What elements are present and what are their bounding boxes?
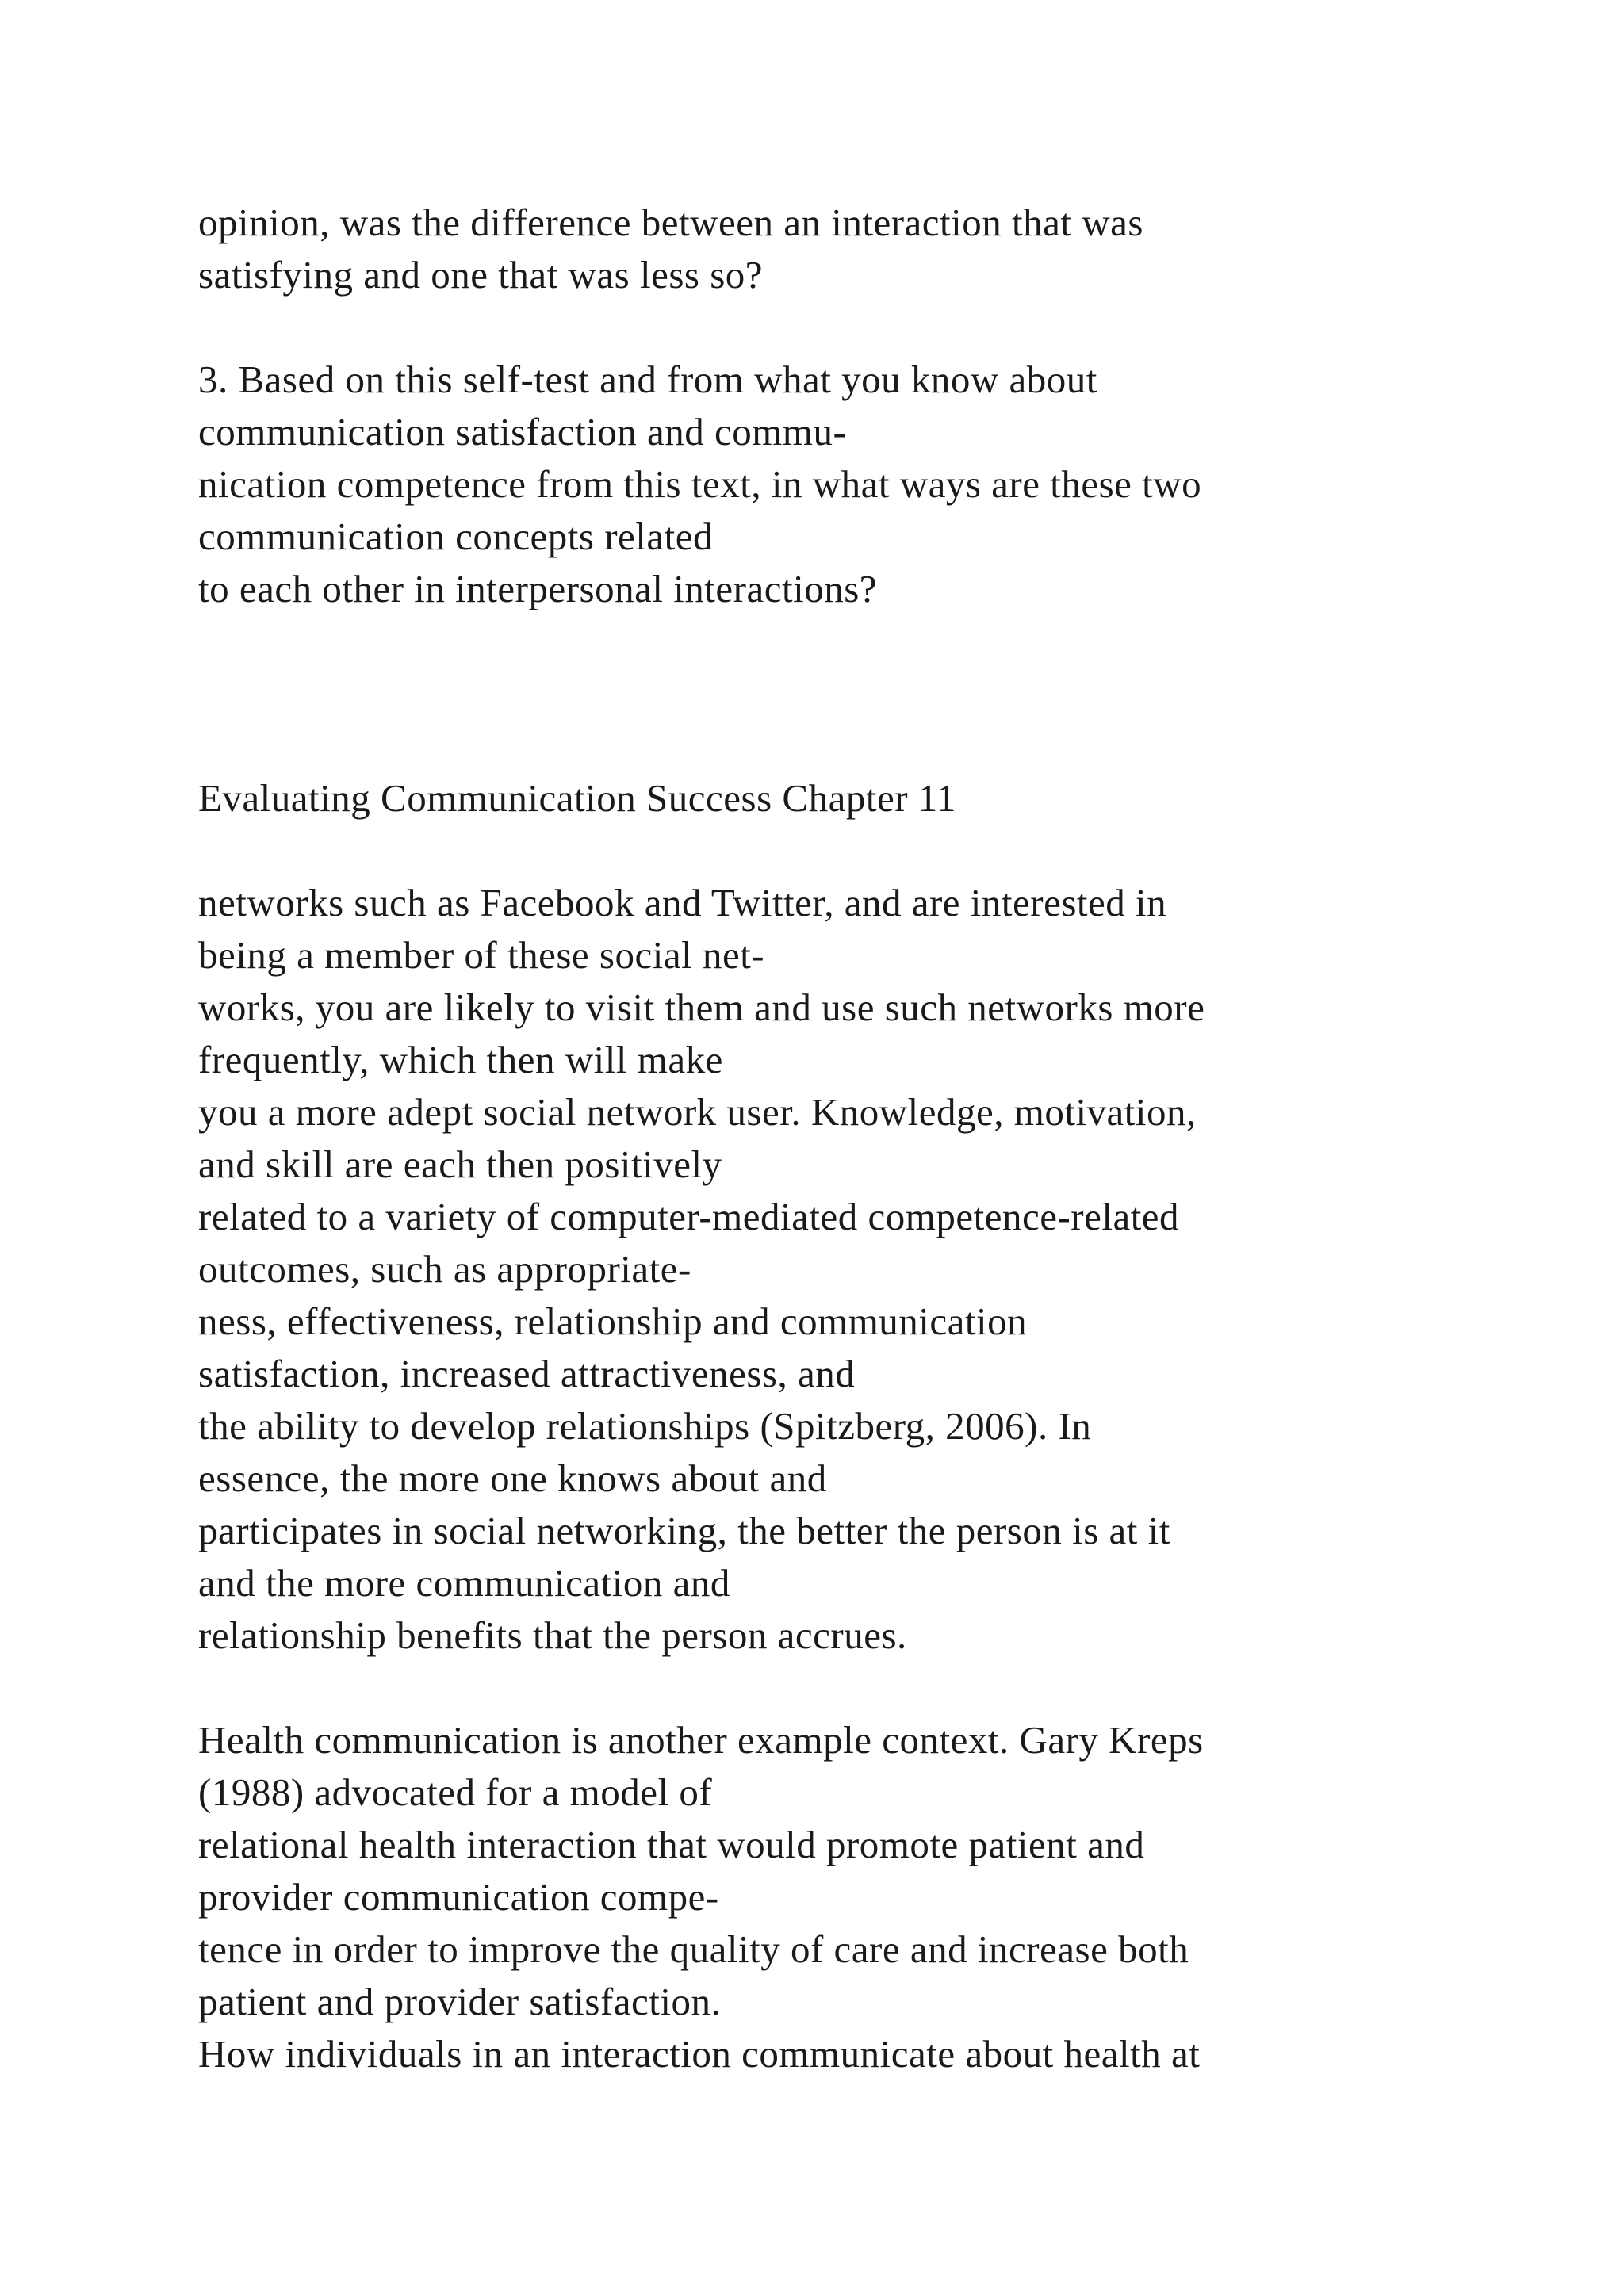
text-line: to each other in interpersonal interactions? — [198, 567, 878, 610]
text-line: essence, the more one knows about and — [198, 1456, 827, 1500]
text-line: relational health interaction that would promote patient and — [198, 1823, 1145, 1866]
text-line: you a more adept social network user. Knowledge, motivation, — [198, 1090, 1197, 1134]
text-line: provider communication compe- — [198, 1875, 719, 1919]
text-line: and skill are each then positively — [198, 1142, 722, 1186]
text-line: the ability to develop relationships (Spitzberg, 2006). In — [198, 1404, 1092, 1448]
text-line: related to a variety of computer-mediated competence-related — [198, 1195, 1180, 1238]
chapter-heading: Evaluating Communication Success Chapter 11 — [198, 776, 956, 820]
text-line: works, you are likely to visit them and use such networks more — [198, 985, 1205, 1029]
text-line: patient and provider satisfaction. — [198, 1980, 722, 2023]
blank-lines — [198, 615, 1576, 772]
text-line: Health communication is another example context. Gary Kreps — [198, 1718, 1204, 1762]
text-line: relationship benefits that the person accrues. — [198, 1613, 907, 1657]
text-line: opinion, was the difference between an interaction that was — [198, 201, 1143, 244]
document-body — [198, 197, 1576, 2080]
text-line: nication competence from this text, in what ways are these two — [198, 462, 1202, 506]
blank-line — [198, 301, 1576, 354]
blank-line — [198, 825, 1576, 877]
text-line: tence in order to improve the quality of care and increase both — [198, 1927, 1189, 1971]
blank-line — [198, 1662, 1576, 1714]
text-line: being a member of these social net- — [198, 933, 765, 977]
text-line: communication concepts related — [198, 515, 714, 558]
text-line: communication satisfaction and commu- — [198, 410, 847, 453]
text-line: 3. Based on this self-test and from what you know about — [198, 358, 1097, 401]
text-line: satisfaction, increased attractiveness, and — [198, 1352, 856, 1395]
text-line: How individuals in an interaction communicate about health at — [198, 2032, 1201, 2076]
text-line: ness, effectiveness, relationship and communication — [198, 1299, 1028, 1343]
text-line: outcomes, such as appropriate- — [198, 1247, 691, 1291]
text-line: frequently, which then will make — [198, 1038, 723, 1081]
text-line: networks such as Facebook and Twitter, and are interested in — [198, 881, 1167, 924]
text-line: (1988) advocated for a model of — [198, 1770, 713, 1814]
text-line: participates in social networking, the better the person is at it — [198, 1509, 1170, 1552]
text-line: satisfying and one that was less so? — [198, 253, 764, 297]
text-line: and the more communication and — [198, 1561, 730, 1605]
